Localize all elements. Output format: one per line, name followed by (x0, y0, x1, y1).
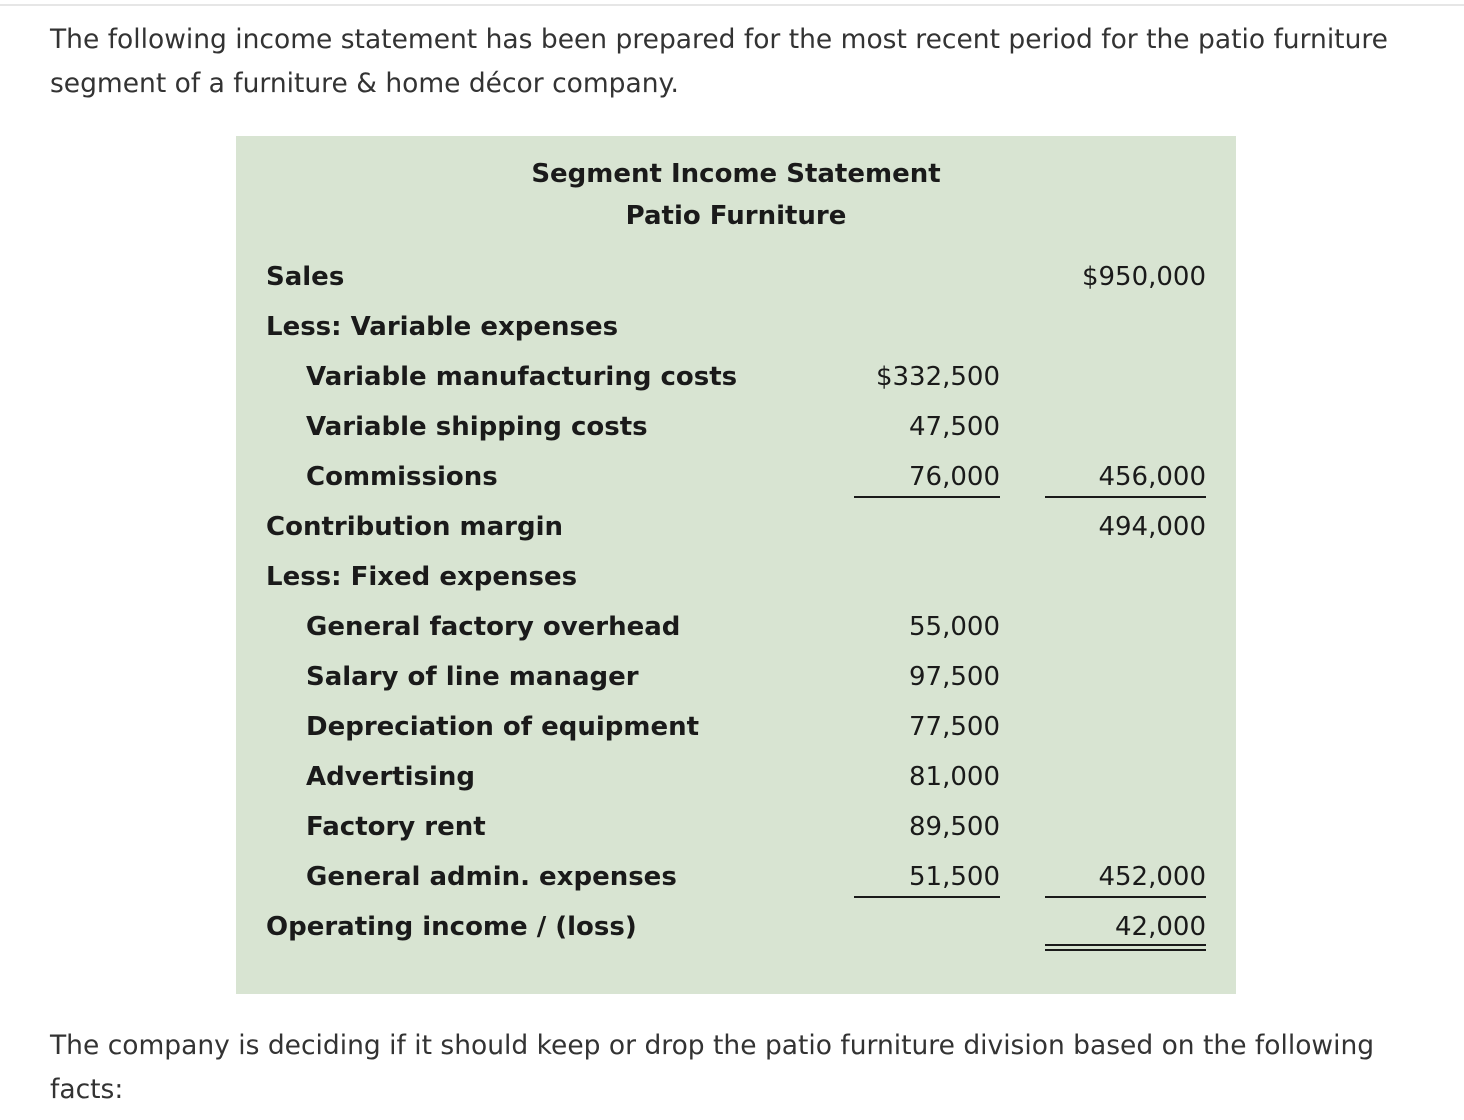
row-sales (236, 252, 1236, 302)
row-label: Salary of line manager (306, 662, 639, 692)
row-commissions (236, 452, 1236, 502)
statement-title: Segment Income Statement (531, 159, 941, 189)
row-amount-col1: 89,500 (909, 812, 1000, 842)
intro-paragraph (50, 18, 1388, 106)
row-less-variable-expenses (236, 302, 1236, 352)
row-less-fixed-expenses (236, 552, 1236, 602)
row-label: Operating income / (loss) (266, 912, 637, 942)
row-amount-col1: 77,500 (909, 712, 1000, 742)
subtotal-underline-col1 (854, 896, 1000, 898)
row-label: General admin. expenses (306, 862, 677, 892)
subtotal-underline-col1 (854, 496, 1000, 498)
row-label: Advertising (306, 762, 475, 792)
row-amount-col1: 81,000 (909, 762, 1000, 792)
intro-line-2: segment of a furniture & home décor company. (50, 68, 679, 99)
statement-subtitle: Patio Furniture (625, 201, 847, 231)
row-amount-col1: 97,500 (909, 662, 1000, 692)
row-depreciation-of-equipment (236, 702, 1236, 752)
top-divider (0, 4, 1464, 6)
row-amount-col1: 47,500 (909, 412, 1000, 442)
row-amount-col1: $332,500 (875, 362, 1000, 392)
row-label: General factory overhead (306, 612, 681, 642)
subtotal-underline-col2 (1045, 496, 1206, 498)
total-double-underline-top (1045, 944, 1206, 946)
row-label: Factory rent (306, 812, 486, 842)
row-amount-col1: 55,000 (909, 612, 1000, 642)
intro-line-1: The following income statement has been prepared for the most recent period for the patio furniture (50, 24, 1388, 55)
row-variable-manufacturing-costs (236, 352, 1236, 402)
row-general-admin-expenses (236, 852, 1236, 902)
row-label: Less: Variable expenses (266, 312, 619, 342)
row-label: Sales (266, 262, 345, 292)
row-amount-col1: 51,500 (909, 862, 1000, 892)
row-amount-col2: 452,000 (1098, 862, 1206, 892)
row-label: Contribution margin (266, 512, 563, 542)
subtotal-underline-col2 (1045, 896, 1206, 898)
row-advertising (236, 752, 1236, 802)
total-double-underline-bottom (1045, 949, 1206, 951)
row-amount-col2: 42,000 (1115, 912, 1206, 942)
row-amount-col1: 76,000 (909, 462, 1000, 492)
segment-income-statement (236, 136, 1236, 994)
row-label: Depreciation of equipment (306, 712, 700, 742)
row-label: Variable shipping costs (306, 412, 648, 442)
row-general-factory-overhead (236, 602, 1236, 652)
row-contribution-margin (236, 502, 1236, 552)
row-factory-rent (236, 802, 1236, 852)
row-salary-of-line-manager (236, 652, 1236, 702)
outro-line-1: The company is deciding if it should keep or drop the patio furniture division based on the following (50, 1030, 1375, 1061)
row-amount-col2: $950,000 (1081, 262, 1206, 292)
row-amount-col2: 456,000 (1098, 462, 1206, 492)
outro-line-2: facts: (50, 1074, 124, 1105)
row-label: Commissions (306, 462, 498, 492)
outro-paragraph (50, 1024, 1374, 1112)
row-label: Variable manufacturing costs (306, 362, 738, 392)
row-variable-shipping-costs (236, 402, 1236, 452)
row-label: Less: Fixed expenses (266, 562, 578, 592)
row-amount-col2: 494,000 (1098, 512, 1206, 542)
